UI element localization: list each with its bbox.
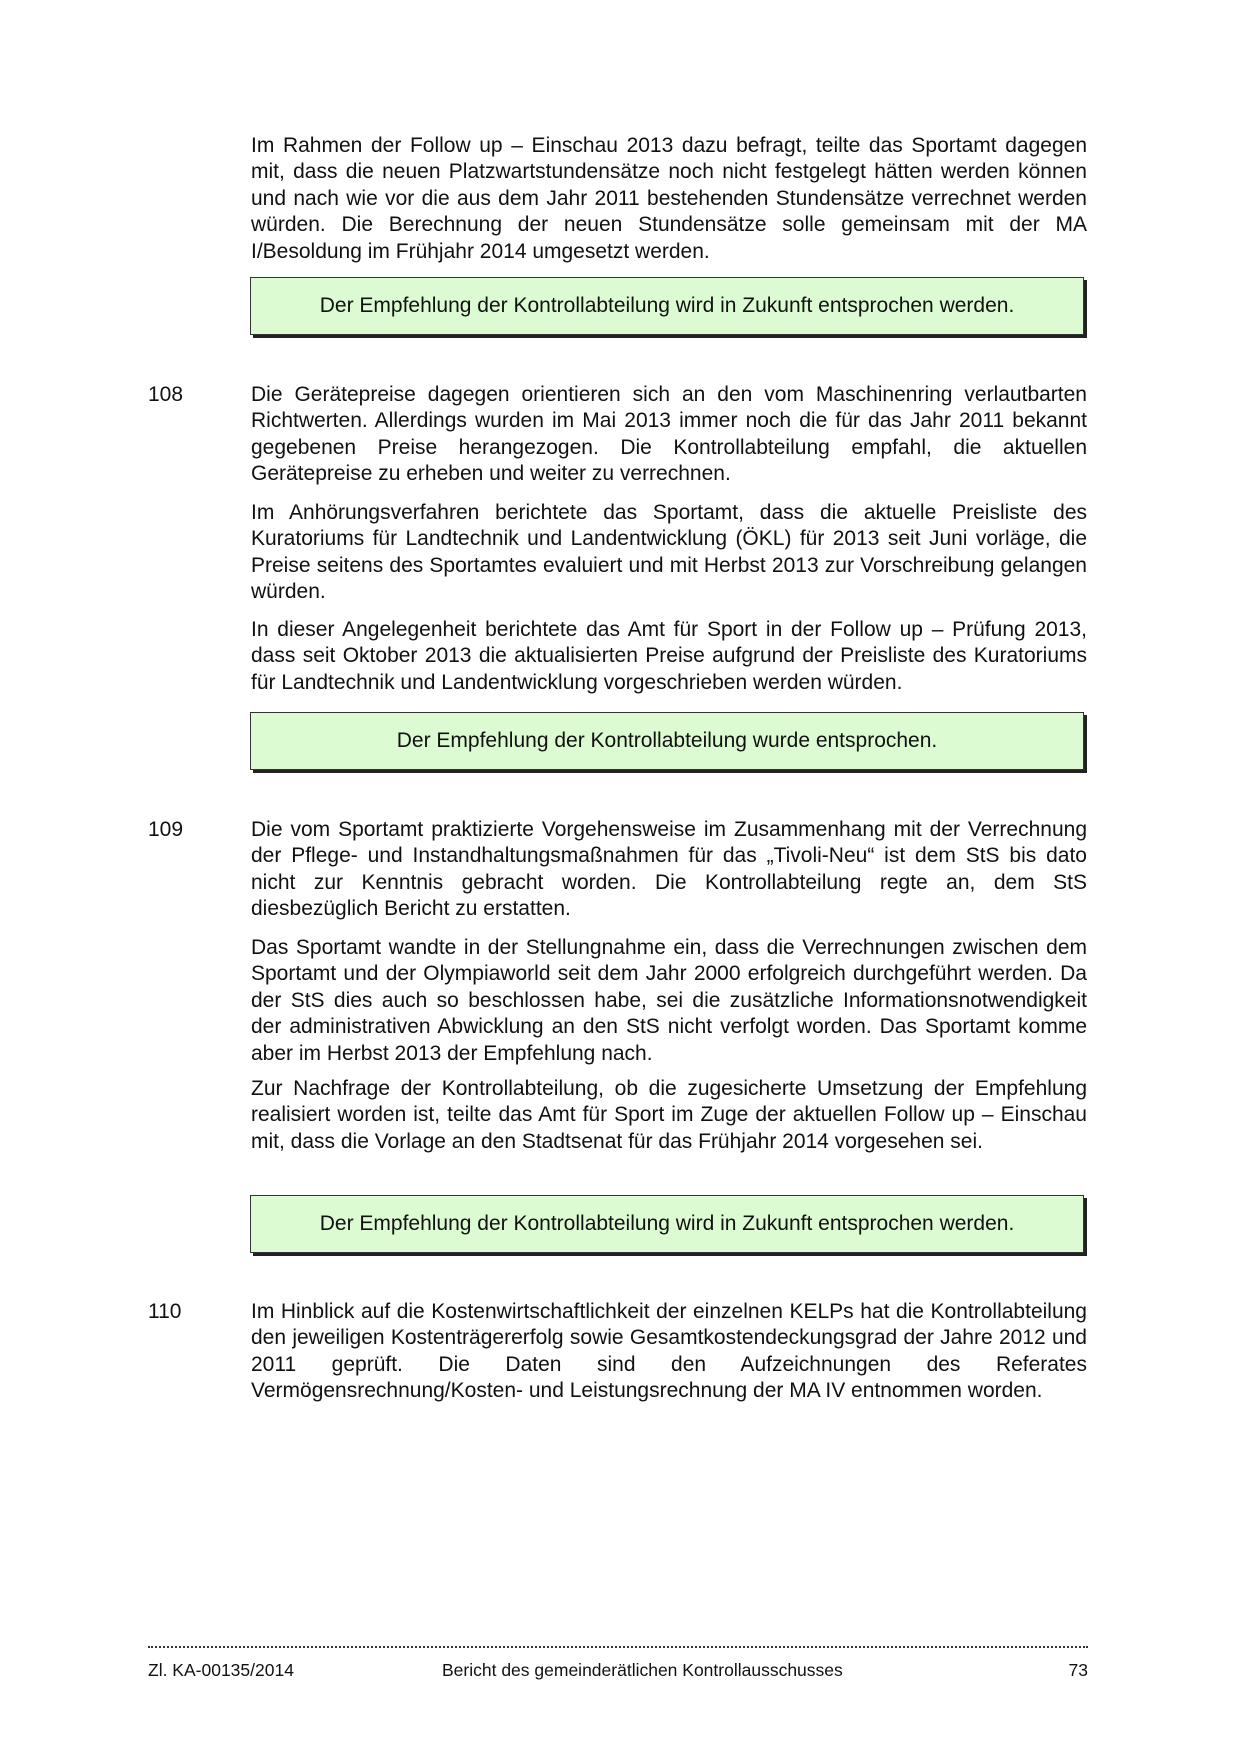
- recommendation-callout-3: Der Empfehlung der Kontrollabteilung wird in Zukunft entsprochen werden.: [250, 1195, 1084, 1253]
- footer-divider: [148, 1646, 1088, 1648]
- footer-reference: Zl. KA-00135/2014: [148, 1660, 294, 1680]
- paragraph-108-a: Die Gerätepreise dagegen orientieren sich an den vom Maschinenring verlautbarten Richtwerten. Allerdings wurden im Mai 2013 immer noch die für das Jahr 2011 bekannt gegebenen Preise herangezogen. Die Kontrollabteilung empfahl, die aktuellen Gerätepreise zu erheben und weiter zu verrechnen.: [251, 383, 1087, 486]
- paragraph-109-c: Zur Nachfrage der Kontrollabteilung, ob die zugesicherte Umsetzung der Empfehlung realisiert worden ist, teilte das Amt für Sport im Zuge der aktuellen Follow up – Einschau mit, dass die Vorlage an den Stadtsenat für das Frühjahr 2014 vorgesehen sei.: [251, 1077, 1087, 1153]
- recommendation-callout-2: Der Empfehlung der Kontrollabteilung wurde entsprochen.: [250, 712, 1084, 770]
- paragraph-108-b: Im Anhörungsverfahren berichtete das Sportamt, dass die aktuelle Preisliste des Kuratoriums für Landtechnik und Landentwicklung (ÖKL) für 2013 seit Juni vorläge, die Preise seitens des Sportamtes evaluiert und mit Herbst 2013 zur Vorschreibung gelangen würden.: [251, 501, 1087, 604]
- paragraph-109-a: Die vom Sportamt praktizierte Vorgehensweise im Zusammenhang mit der Verrechnung der Pflege- und Instandhaltungsmaßnahmen für das „Tivoli-Neu“ ist dem StS bis dato nicht zur Kenntnis gebracht worden. Die Kontrollabteilung regte an, dem StS diesbezüglich Bericht zu erstatten.: [251, 818, 1087, 921]
- paragraph-110-a: Im Hinblick auf die Kostenwirtschaftlichkeit der einzelnen KELPs hat die Kontrollabteilung den jeweiligen Kostenträgererfolg sowie Gesamtkostendeckungsgrad der Jahre 2012 und 2011 geprüft. Die Daten sind den Aufzeichnungen des Referates Vermögensrechnung/Kosten- und Leistungsrechnung der MA IV entnommen worden.: [251, 1300, 1087, 1403]
- paragraph-108-c: In dieser Angelegenheit berichtete das Amt für Sport in der Follow up – Prüfung 2013, dass seit Oktober 2013 die aktualisierten Preise aufgrund der Preisliste des Kuratoriums für Landtechnik und Landentwicklung vorgeschrieben werden würden.: [251, 618, 1087, 694]
- section-number-108: 108: [148, 383, 184, 406]
- footer-title: Bericht des gemeinderätlichen Kontrollausschusses: [442, 1660, 843, 1680]
- recommendation-callout-1: Der Empfehlung der Kontrollabteilung wird in Zukunft entsprochen werden.: [250, 277, 1084, 335]
- paragraph-109-b: Das Sportamt wandte in der Stellungnahme ein, dass die Verrechnungen zwischen dem Sportamt und der Olympiaworld seit dem Jahr 2000 erfolgreich durchgeführt werden. Da der StS dies auch so beschlossen habe, sei die zusätzliche Informationsnotwendigkeit der administrativen Abwicklung an den StS nicht verfolgt worden. Das Sportamt komme aber im Herbst 2013 der Empfehlung nach.: [251, 936, 1087, 1065]
- section-number-110: 110: [148, 1300, 182, 1323]
- section-number-109: 109: [148, 818, 184, 841]
- page-number: 73: [1068, 1660, 1088, 1680]
- paragraph-107-continuation: Im Rahmen der Follow up – Einschau 2013 dazu befragt, teilte das Sportamt dagegen mit, dass die neuen Platzwartstundensätze noch nicht festgelegt hätten werden können und nach wie vor die aus dem Jahr 2011 bestehenden Stundensätze verrechnet werden würden. Die Berechnung der neuen Stundensätze solle gemeinsam mit der MA I/Besoldung im Frühjahr 2014 umgesetzt werden.: [251, 134, 1087, 263]
